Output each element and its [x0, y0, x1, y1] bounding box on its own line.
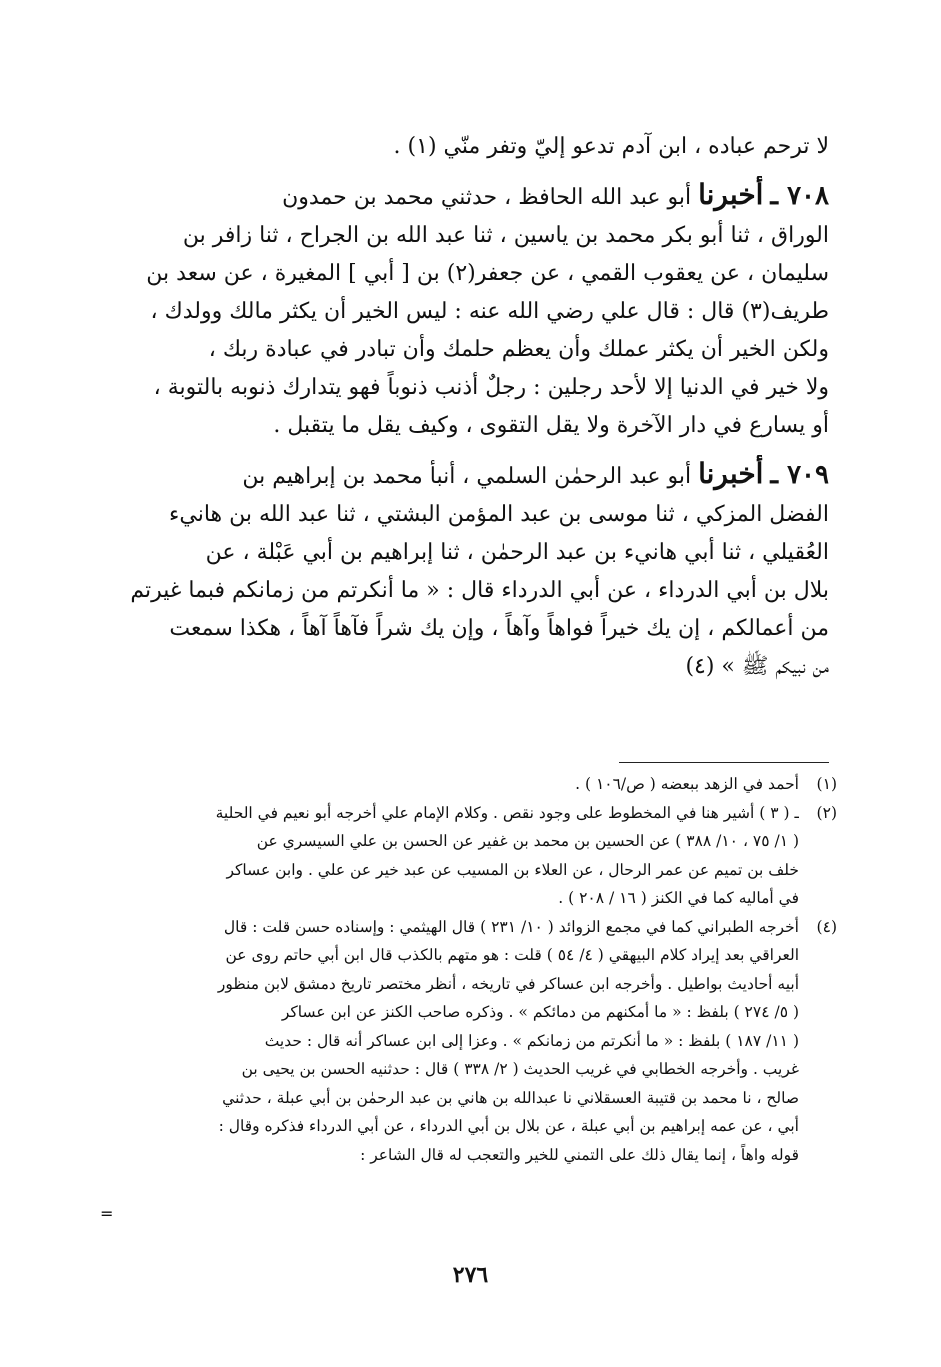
footnote-line: أخرجه الطبراني كما في مجمع الزوائد ( ١٠/ ٢٣١ ) قال الهيثمي : وإسناده حسن قلت : قال — [223, 917, 799, 936]
hadith-line: سليمان ، عن يعقوب القمي ، عن جعفر(٢) بن [ أبي ] المغيرة ، عن سعد بن — [146, 261, 829, 286]
footnote-line: خلف بن تميم عن عمر الرحال ، عن العلاء بن المسيب عن عبد خير عن علي . وابن عساكر — [226, 860, 799, 879]
hadith-line: من نبيكم ﷺ » (٤) — [685, 654, 829, 679]
footnote-line: ( ١/ ٧٥ ، ١٠/ ٣٨٨ ) عن الحسين بن محمد بن غفير عن الحسن بن علي السيسري عن — [256, 832, 799, 850]
footnote-line: غريب . وأخرجه الخطابي في غريب الحديث ( ٢/ ٣٣٨ ) قال : حدثنيه الحسن بن يحيى بن — [241, 1060, 799, 1078]
footnotes — [125, 770, 837, 1169]
footnote-line: العراقي بعد إيراد كلام البيهقي ( ٤/ ٥٤ ) قلت : هو متهم بالكذب قال ابن أبي حاتم روى عن — [225, 946, 799, 964]
hadith-708 — [129, 176, 829, 445]
hadith-line: الفضل المزكي ، ثنا موسى بن عبد المؤمن البشتي ، ثنا عبد الله بن هانيء — [169, 502, 829, 527]
footnote-line: ـ ( ٣ ) أشير هنا في المخطوط على وجود نقص . وكلام الإمام علي أخرجه أبو نعيم في الحلية — [215, 803, 799, 822]
footnote-2 — [125, 799, 837, 913]
hadith-line: ولا خير في الدنيا إلا لأحد رجلين : رجلٌ أذنب ذنوباً فهو يتدارك ذنوبه بالتوبة ، — [153, 375, 829, 400]
footnote-1 — [125, 770, 837, 799]
intro-line: لا ترحم عباده ، ابن آدم تدعو إليّ وتفر منّي (١) . — [393, 134, 829, 159]
hadith-number: ٧٠٩ ـ — [770, 460, 829, 490]
hadith-line: الوراق ، ثنا أبو بكر محمد بن ياسين ، ثنا عبد الله بن الجراح ، ثنا زافر بن — [182, 223, 829, 248]
footnote-line: أبي ، عن عمه إبراهيم بن أبي عبلة ، عن بلال بن أبي الدرداء ، عن أبي الدرداء فذكره وقال : — [218, 1117, 799, 1135]
main-text — [129, 128, 829, 686]
hadith-line: من أعمالكم ، إن يك خيراً فواهاً وآهاً ، وإن يك شراً فآهاً آهاً ، هكذا سمعت — [169, 616, 829, 641]
hadith-line: ولكن الخير أن يكثر عملك وأن يعظم حلمك وأن تبادر في عبادة ربك ، — [208, 337, 829, 362]
akhbarana-heading: أخبرنا — [698, 178, 764, 211]
hadith-line: أبو عبد الرحمٰن السلمي ، أنبأ محمد بن إبراهيم بن — [242, 464, 692, 489]
footnote-body — [125, 770, 799, 799]
footnote-line: قوله واهاً ، إنما يقال ذلك على التمني للخير والتعجب له قال الشاعر : — [360, 1145, 799, 1164]
hadith-line: بلال بن أبي الدرداء ، عن أبي الدرداء قال : « ما أنكرتم من زمانكم فبما غيرتم — [130, 578, 829, 603]
footnote-line: ( ٥/ ٢٧٤ ) بلفظ : « ما أمكنهم من دمائكم » . وذكره صاحب الكنز عن ابن عساكر — [281, 1003, 799, 1021]
footnote-line: أحمد في الزهد ببعضه ( ص/١٠٦ ) . — [575, 775, 799, 793]
footnote-line: في أماليه كما في الكنز ( ١٦ / ٢٠٨ ) . — [558, 889, 799, 907]
continuation-mark: = — [100, 1204, 114, 1223]
hadith-709-first-line — [129, 455, 829, 496]
footnote-number: (٢) — [816, 803, 837, 822]
footnote-number: (١) — [816, 775, 837, 793]
footnote-line: ( ١١/ ١٨٧ ) بلفظ : « ما أنكرتم من زمانكم » . وعزا إلى ابن عساكر أنه قال : حديث — [264, 1031, 799, 1050]
footnote-line: أبيه أحاديث بواطيل . وأخرجه ابن عساكر في تاريخه ، أنظر مختصر تاريخ دمشق لابن منظور — [217, 974, 799, 993]
page-number: ٢٧٦ — [452, 1262, 489, 1288]
footnote-body — [125, 799, 799, 913]
hadith-number: ٧٠٨ ـ — [770, 181, 829, 211]
footnote-number: (٤) — [816, 917, 837, 936]
hadith-line: طريف(٣) قال : قال علي رضي الله عنه : ليس الخير أن يكثر مالك وولدك ، — [150, 299, 829, 324]
footnote-4 — [125, 913, 837, 1170]
hadith-708-first-line — [129, 176, 829, 217]
akhbarana-heading: أخبرنا — [698, 457, 764, 490]
footnote-line: صالح ، نا محمد بن قتيبة العسقلاني نا عبدالله بن هاني بن عبد الرحمٰن بن أبي عبلة ، حدثني — [222, 1088, 799, 1107]
hadith-709 — [129, 455, 829, 686]
footnote-body — [125, 913, 799, 1170]
hadith-line: العُقيلي ، ثنا أبي هانيء بن عبد الرحمٰن ، ثنا إبراهيم بن أبي عَبْلة ، عن — [205, 540, 829, 565]
footnote-divider — [619, 762, 829, 763]
hadith-line: أو يسارع في دار الآخرة ولا يقل التقوى ، وكيف يقل ما يتقبل . — [273, 413, 829, 438]
hadith-line: أبو عبد الله الحافظ ، حدثني محمد بن حمدون — [282, 185, 692, 210]
